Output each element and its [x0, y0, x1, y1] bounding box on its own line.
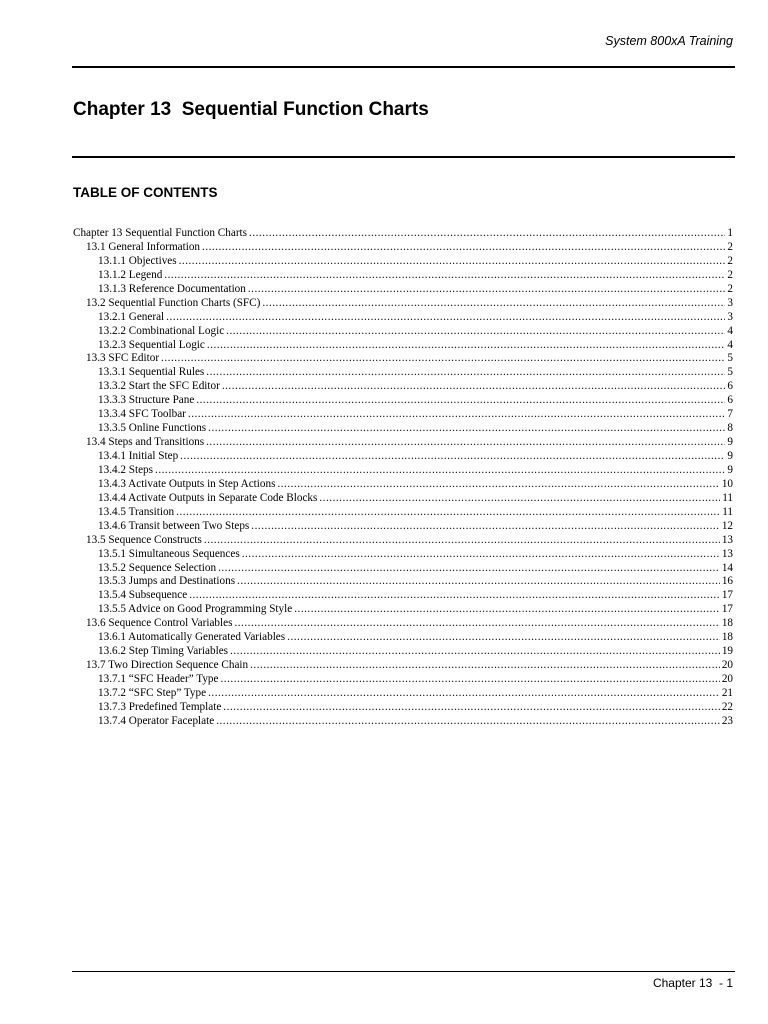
toc-entry-page-number: 3: [727, 310, 733, 323]
toc-entry-label: 13.3.2 Start the SFC Editor: [98, 380, 220, 393]
toc-entry[interactable]: [73, 478, 733, 492]
toc-entry[interactable]: [73, 436, 733, 450]
toc-dot-leader: [250, 659, 720, 673]
toc-dot-leader: [242, 548, 720, 562]
toc-entry-label: 13.7.4 Operator Faceplate: [98, 714, 215, 727]
toc-entry[interactable]: [73, 534, 733, 548]
footer-rule: [72, 971, 735, 972]
toc-dot-leader: [208, 422, 725, 436]
toc-entry[interactable]: [73, 603, 733, 617]
toc-dot-leader: [234, 617, 719, 631]
toc-entry-label: 13.4.2 Steps: [98, 463, 154, 476]
toc-entry-page-number: 23: [721, 714, 733, 727]
toc-entry[interactable]: [73, 352, 733, 366]
toc-entry[interactable]: [73, 366, 733, 380]
toc-dot-leader: [164, 269, 725, 283]
toc-dot-leader: [222, 380, 726, 394]
toc-entry[interactable]: [73, 492, 733, 506]
toc-entry-page-number: 2: [727, 282, 733, 295]
toc-dot-leader: [262, 297, 725, 311]
toc-entry-page-number: 12: [721, 519, 733, 532]
toc-entry[interactable]: [73, 255, 733, 269]
toc-entry-label: 13.7.2 “SFC Step” Type: [98, 686, 207, 699]
toc-dot-leader: [208, 687, 720, 701]
toc-dot-leader: [216, 715, 720, 729]
toc-entry-page-number: 16: [721, 575, 733, 588]
toc-dot-leader: [204, 534, 720, 548]
toc-entry-label: 13.3.5 Online Functions: [98, 422, 207, 435]
toc-dot-leader: [196, 394, 725, 408]
toc-entry-label: 13.5.2 Sequence Selection: [98, 561, 217, 574]
toc-entry-label: 13.3 SFC Editor: [86, 352, 160, 365]
toc-entry[interactable]: [73, 297, 733, 311]
toc-entry-label: 13.5 Sequence Constructs: [86, 533, 202, 546]
toc-entry-page-number: 20: [721, 673, 733, 685]
toc-dot-leader: [176, 506, 720, 520]
toc-entry-page-number: 13: [721, 533, 733, 546]
toc-entry-page-number: 2: [727, 240, 733, 253]
toc-dot-leader: [319, 492, 720, 506]
title-rule: [72, 156, 735, 158]
toc-entry[interactable]: [73, 227, 733, 241]
toc-entry[interactable]: [73, 408, 733, 422]
toc-dot-leader: [166, 311, 725, 325]
toc-dot-leader: [251, 520, 720, 534]
toc-entry[interactable]: [73, 241, 733, 255]
toc-entry[interactable]: [73, 575, 733, 589]
toc-entry[interactable]: [73, 631, 733, 645]
toc-entry[interactable]: [73, 380, 733, 394]
toc-entry[interactable]: [73, 715, 733, 729]
toc-entry[interactable]: [73, 520, 733, 534]
toc-entry-page-number: 9: [727, 436, 733, 449]
toc-dot-leader: [206, 436, 725, 450]
toc-entry[interactable]: [73, 701, 733, 715]
toc-entry-page-number: 14: [721, 561, 733, 574]
toc-entry-page-number: 13: [721, 547, 733, 560]
toc-entry-page-number: 11: [722, 505, 733, 518]
toc-dot-leader: [248, 283, 726, 297]
toc-entry-page-number: 4: [727, 338, 733, 351]
toc-entry-label: 13.3.4 SFC Toolbar: [98, 408, 186, 421]
toc-dot-leader: [230, 645, 720, 659]
toc-dot-leader: [221, 673, 720, 687]
toc-entry-page-number: 1: [727, 227, 733, 239]
toc-entry[interactable]: [73, 394, 733, 408]
toc-heading: TABLE OF CONTENTS: [73, 185, 218, 200]
toc-entry[interactable]: [73, 506, 733, 520]
toc-entry-page-number: 22: [721, 700, 733, 713]
toc-entry-page-number: 6: [727, 380, 733, 393]
toc-entry-page-number: 18: [721, 631, 733, 644]
chapter-title: Chapter 13 Sequential Function Charts: [73, 99, 429, 120]
toc-dot-leader: [207, 339, 726, 353]
toc-entry-label: 13.5.5 Advice on Good Programming Style: [98, 603, 293, 616]
toc-entry-page-number: 20: [721, 659, 733, 672]
toc-entry-label: 13.7.1 “SFC Header” Type: [98, 673, 219, 685]
toc-entry-label: 13.7 Two Direction Sequence Chain: [86, 659, 249, 672]
toc-entry-page-number: 8: [727, 422, 733, 435]
toc-entry[interactable]: [73, 673, 733, 687]
toc-entry[interactable]: [73, 269, 733, 283]
toc-entry-page-number: 3: [727, 296, 733, 309]
toc-entry-label: 13.4.4 Activate Outputs in Separate Code Blocks: [98, 491, 318, 504]
toc-dot-leader: [237, 575, 720, 589]
toc-entry-label: 13.6.2 Step Timing Variables: [98, 645, 229, 658]
toc-entry-label: 13.5.4 Subsequence: [98, 589, 188, 602]
toc-dot-leader: [161, 352, 725, 366]
toc-entry-page-number: 4: [727, 324, 733, 337]
toc-list: [73, 227, 733, 729]
toc-dot-leader: [206, 366, 725, 380]
toc-entry-page-number: 9: [727, 463, 733, 476]
toc-dot-leader: [179, 255, 726, 269]
toc-entry[interactable]: [73, 464, 733, 478]
toc-dot-leader: [226, 325, 725, 339]
toc-entry-label: 13.3.1 Sequential Rules: [98, 366, 205, 379]
toc-entry-label: 13.6.1 Automatically Generated Variables: [98, 631, 286, 644]
toc-entry-label: 13.2.2 Combinational Logic: [98, 324, 225, 337]
toc-dot-leader: [218, 562, 720, 576]
toc-entry-page-number: 17: [721, 589, 733, 602]
toc-entry-page-number: 19: [721, 645, 733, 658]
toc-dot-leader: [180, 450, 725, 464]
toc-dot-leader: [294, 603, 720, 617]
toc-entry-label: 13.4.3 Activate Outputs in Step Actions: [98, 477, 276, 490]
toc-entry[interactable]: [73, 562, 733, 576]
toc-entry-page-number: 5: [727, 366, 733, 379]
toc-dot-leader: [189, 589, 720, 603]
toc-entry-page-number: 6: [727, 394, 733, 407]
toc-entry-label: 13.4.5 Transition: [98, 505, 175, 518]
toc-entry-page-number: 18: [721, 617, 733, 630]
toc-entry-label: 13.1.2 Legend: [98, 268, 163, 281]
toc-entry-label: 13.3.3 Structure Pane: [98, 394, 195, 407]
toc-entry-page-number: 21: [721, 686, 733, 699]
running-header: System 800xA Training: [605, 34, 733, 48]
toc-entry-label: 13.4.6 Transit between Two Steps: [98, 519, 250, 532]
toc-entry-label: 13.1 General Information: [86, 240, 201, 253]
toc-entry-label: 13.6 Sequence Control Variables: [86, 617, 233, 630]
toc-entry-label: 13.4 Steps and Transitions: [86, 436, 205, 449]
toc-dot-leader: [188, 408, 726, 422]
toc-entry[interactable]: [73, 659, 733, 673]
toc-entry[interactable]: [73, 450, 733, 464]
toc-entry[interactable]: [73, 283, 733, 297]
toc-entry-page-number: 11: [722, 491, 733, 504]
toc-entry[interactable]: [73, 687, 733, 701]
toc-entry-label: 13.1.1 Objectives: [98, 254, 177, 267]
toc-entry[interactable]: [73, 311, 733, 325]
toc-entry-page-number: 17: [721, 603, 733, 616]
toc-entry[interactable]: [73, 645, 733, 659]
toc-entry[interactable]: [73, 422, 733, 436]
toc-entry-label: 13.4.1 Initial Step: [98, 450, 179, 462]
toc-entry-label: 13.5.1 Simultaneous Sequences: [98, 547, 240, 560]
header-rule: [72, 66, 735, 68]
toc-entry-page-number: 2: [727, 254, 733, 267]
toc-entry-page-number: 9: [727, 450, 733, 462]
toc-entry[interactable]: [73, 617, 733, 631]
toc-entry-page-number: 10: [721, 477, 733, 490]
toc-entry-page-number: 2: [727, 268, 733, 281]
toc-entry[interactable]: [73, 548, 733, 562]
toc-entry[interactable]: [73, 325, 733, 339]
toc-entry-label: 13.2.1 General: [98, 310, 165, 323]
toc-dot-leader: [223, 701, 720, 715]
toc-entry-label: 13.2.3 Sequential Logic: [98, 338, 205, 351]
toc-entry-label: 13.2 Sequential Function Charts (SFC): [86, 296, 261, 309]
page-footer: Chapter 13 - 1: [652, 976, 733, 990]
toc-dot-leader: [249, 227, 725, 241]
toc-dot-leader: [202, 241, 725, 255]
toc-entry-label: 13.1.3 Reference Documentation: [98, 282, 246, 295]
toc-entry-page-number: 5: [727, 352, 733, 365]
toc-entry-label: 13.7.3 Predefined Template: [98, 700, 222, 713]
toc-entry[interactable]: [73, 339, 733, 353]
toc-entry-page-number: 7: [727, 408, 733, 421]
toc-dot-leader: [155, 464, 725, 478]
toc-dot-leader: [287, 631, 720, 645]
toc-entry-label: 13.5.3 Jumps and Destinations: [98, 575, 236, 588]
toc-entry-label: Chapter 13 Sequential Function Charts: [73, 227, 248, 239]
toc-entry[interactable]: [73, 589, 733, 603]
toc-dot-leader: [277, 478, 719, 492]
